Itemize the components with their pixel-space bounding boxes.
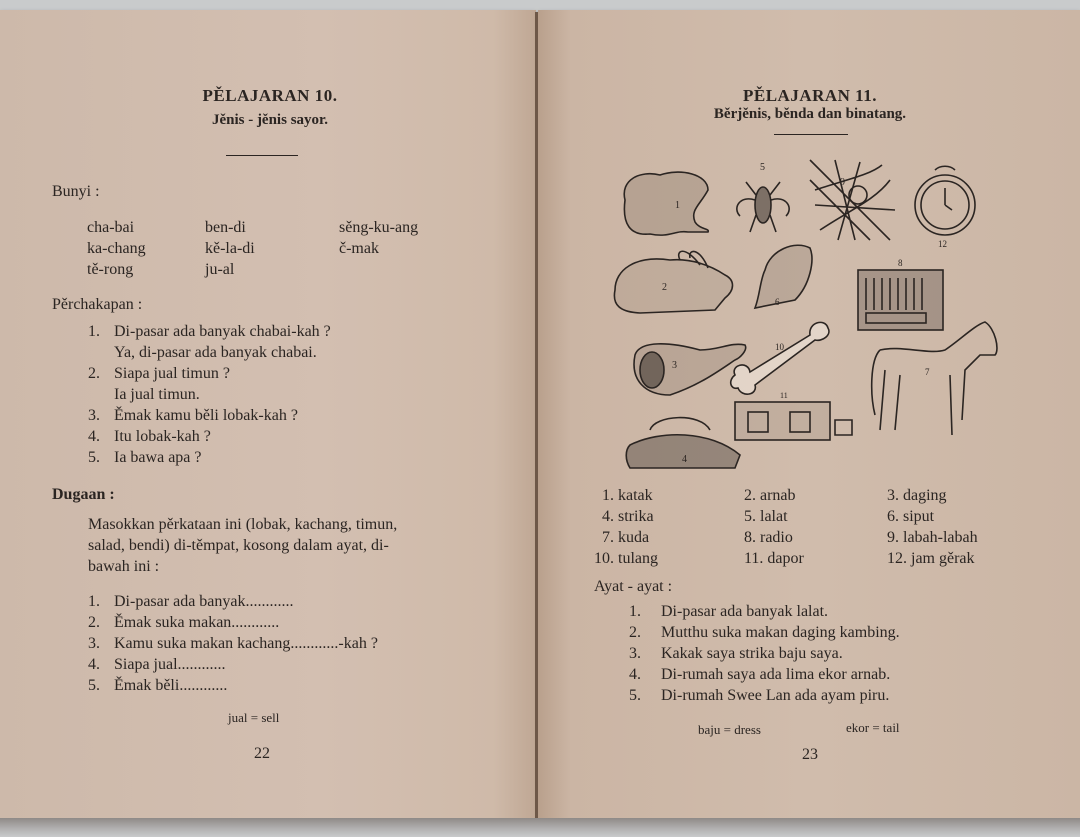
page-number: 22	[254, 745, 270, 762]
fly-illustration	[737, 162, 789, 232]
perchakapan-list	[88, 321, 331, 468]
svg-text:8: 8	[898, 258, 903, 268]
syllable-word: č-mak	[339, 240, 379, 257]
dugaan-instructions: Masokkan pěrkataan ini (lobak, kachang, timun, salad, bendi) di-těmpat, kosong dalam ayat, di- bawah ini :	[88, 516, 398, 575]
svg-text:1: 1	[675, 200, 680, 211]
bunyi-column-3	[339, 217, 418, 259]
bunyi-column-2	[205, 217, 255, 280]
svg-text:12: 12	[938, 239, 947, 249]
syllable-word: sěng-ku-ang	[339, 219, 419, 236]
syllable-word: ben-di	[205, 219, 246, 236]
radio-illustration	[858, 258, 943, 330]
lesson-11-title: PĚLAJARAN 11.	[742, 86, 877, 105]
word-item: 3. daging	[887, 487, 947, 504]
dugaan-list	[88, 591, 378, 696]
list-item: 3. Kakak saya strika baju saya.	[629, 645, 843, 662]
word-item: 9. labah-labah	[887, 529, 978, 546]
svg-text:9: 9	[840, 177, 845, 188]
bunyi-column-1	[87, 217, 146, 280]
list-item: 3. Kamu suka makan kachang............-kah ?	[88, 635, 378, 652]
word-list-column-1	[594, 485, 658, 569]
iron-illustration	[626, 418, 740, 468]
alarm-clock-illustration	[915, 166, 975, 249]
list-item: 5. Ěmak běli............	[88, 677, 228, 694]
list-item: 4. Siapa jual............	[88, 656, 226, 673]
book-bottom-edge	[0, 818, 1080, 837]
list-item: 2. Siapa jual timun ?	[88, 365, 230, 382]
list-item-cont: Ya, di-pasar ada banyak chabai.	[114, 344, 317, 361]
list-item: 5. Ia bawa apa ?	[88, 449, 202, 466]
title-divider	[774, 134, 848, 135]
syllable-word: ka-chang	[87, 240, 146, 257]
word-item: 12. jam gěrak	[887, 550, 975, 567]
vocab-note: jual = sell	[228, 710, 280, 725]
word-item: 1. katak	[602, 487, 653, 504]
lesson-10-subtitle: Jěnis - jěnis sayor.	[211, 112, 329, 128]
word-item: 7. kuda	[602, 529, 650, 546]
stove-illustration	[735, 391, 852, 440]
lesson-11-subtitle: Běrjěnis, běnda dan binatang.	[713, 106, 907, 122]
list-item: 5. Di-rumah Swee Lan ada ayam piru.	[629, 687, 890, 704]
dugaan-label: Dugaan :	[52, 486, 115, 503]
svg-text:2: 2	[662, 282, 667, 293]
svg-text:5: 5	[760, 162, 765, 173]
word-list-column-3	[887, 485, 978, 569]
list-item: 2. Ěmak suka makan............	[88, 614, 280, 631]
ayat-list	[629, 601, 900, 706]
illustration-plate	[600, 150, 1020, 480]
word-item: 10. tulang	[594, 550, 658, 567]
book-spine	[535, 12, 538, 820]
ayat-label: Ayat - ayat :	[594, 578, 673, 595]
word-item: 11. dapor	[744, 550, 804, 567]
horse-illustration	[872, 322, 997, 435]
frog-illustration	[624, 172, 708, 235]
bone-illustration	[731, 322, 829, 394]
vocab-note: ekor = tail	[846, 720, 900, 735]
svg-text:3: 3	[672, 360, 677, 371]
list-item: 1. Di-pasar ada banyak lalat.	[629, 603, 829, 620]
svg-text:7: 7	[925, 367, 930, 377]
page-number: 23	[802, 746, 818, 763]
list-item: 1. Di-pasar ada banyak............	[88, 593, 294, 610]
title-divider	[226, 155, 298, 156]
svg-text:11: 11	[780, 391, 788, 400]
spider-web-illustration	[810, 160, 895, 240]
list-item: 4. Di-rumah saya ada lima ekor arnab.	[629, 666, 891, 683]
meat-illustration	[634, 344, 746, 395]
word-item: 6. siput	[887, 508, 935, 525]
word-item: 2. arnab	[744, 487, 796, 504]
word-item: 4. strika	[602, 508, 654, 525]
syllable-word: cha-bai	[87, 219, 135, 236]
svg-text:10: 10	[775, 342, 784, 352]
svg-text:6: 6	[775, 297, 780, 307]
vocab-note: baju = dress	[698, 722, 761, 737]
word-item: 8. radio	[744, 529, 793, 546]
syllable-word: tě-rong	[87, 261, 134, 278]
syllable-word: ju-al	[205, 261, 235, 278]
word-item: 5. lalat	[744, 508, 788, 525]
list-item-cont: Ia jual timun.	[114, 386, 200, 403]
bunyi-label: Bunyi :	[52, 183, 100, 200]
word-list-column-2	[744, 485, 804, 569]
list-item: 3. Ěmak kamu běli lobak-kah ?	[88, 407, 298, 424]
list-item: 4. Itu lobak-kah ?	[88, 428, 211, 445]
perchakapan-label: Pěrchakapan :	[52, 296, 143, 313]
list-item: 2. Mutthu suka makan daging kambing.	[629, 624, 900, 641]
rabbit-illustration	[614, 251, 732, 313]
svg-text:4: 4	[682, 454, 687, 465]
syllable-word: kě-la-di	[205, 240, 255, 257]
snail-shell-illustration	[755, 245, 812, 308]
list-item: 1. Di-pasar ada banyak chabai-kah ?	[88, 323, 331, 340]
lesson-10-title: PĚLAJARAN 10.	[202, 86, 338, 105]
